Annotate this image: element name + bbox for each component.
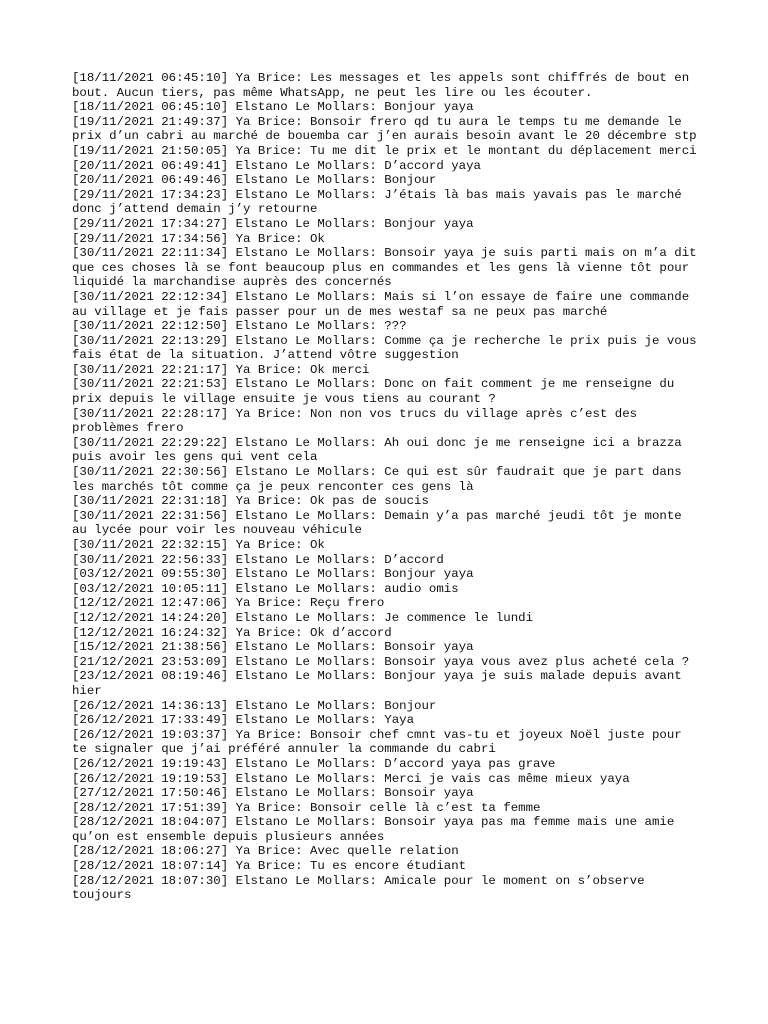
chat-message: [30/11/2021 22:29:22] Elstano Le Mollars: Ah oui donc je me renseigne ici a brazza puis avoir les gens qui vent cela: [72, 435, 690, 465]
chat-message: [29/11/2021 17:34:27] Elstano Le Mollars: Bonjour yaya: [72, 216, 474, 231]
chat-message: [29/11/2021 17:34:56] Ya Brice: Ok: [72, 231, 325, 246]
chat-message: [18/11/2021 06:45:10] Ya Brice: Les messages et les appels sont chiffrés de bout en bout. Aucun tiers, pas même WhatsApp, ne peut les lire ou les écouter.: [72, 71, 697, 100]
chat-message: [20/11/2021 06:49:41] Elstano Le Mollars: D’accord yaya: [72, 158, 481, 173]
chat-message: [27/12/2021 17:50:46] Elstano Le Mollars: Bonsoir yaya: [72, 786, 474, 801]
chat-message: [23/12/2021 08:19:46] Elstano Le Mollars: Bonjour yaya je suis malade depuis avant hier: [72, 669, 690, 698]
chat-message: [12/12/2021 12:47:06] Ya Brice: Reçu frero: [72, 596, 385, 611]
chat-message: [18/11/2021 06:45:10] Elstano Le Mollars: Bonjour yaya: [72, 100, 474, 115]
chat-message: [28/12/2021 18:04:07] Elstano Le Mollars: Bonsoir yaya pas ma femme mais une amie qu’on est ensemble depuis plusieurs années: [72, 815, 682, 844]
chat-message: [26/12/2021 14:36:13] Elstano Le Mollars: Bonjour: [72, 698, 437, 713]
chat-message: [30/11/2021 22:12:34] Elstano Le Mollars: Mais si l’on essaye de faire une commande au village et je fais passer pour un de mes westaf sa ne peux pas marché: [72, 289, 697, 319]
chat-message: [03/12/2021 10:05:11] Elstano Le Mollars: audio omis: [72, 581, 459, 596]
chat-message: [30/11/2021 22:31:56] Elstano Le Mollars: Demain y’a pas marché jeudi tôt je monte au lycée pour voir les nouveau véhicule: [72, 508, 690, 538]
chat-message: [30/11/2021 22:11:34] Elstano Le Mollars: Bonsoir yaya je suis parti mais on m’a dit que ces choses là se font beaucoup plus en commandes et les gens là vienne tôt pour liquidé la marchandise auprès des concernés: [72, 246, 705, 290]
chat-message: [30/11/2021 22:12:50] Elstano Le Mollars: ???: [72, 319, 407, 334]
chat-message: [28/12/2021 18:07:14] Ya Brice: Tu es encore étudiant: [72, 859, 467, 874]
chat-message: [21/12/2021 23:53:09] Elstano Le Mollars: Bonsoir yaya vous avez plus acheté cela ?: [72, 654, 690, 669]
chat-message: [26/12/2021 19:19:43] Elstano Le Mollars: D’accord yaya pas grave: [72, 756, 556, 771]
chat-message: [30/11/2021 22:21:17] Ya Brice: Ok merci: [72, 362, 370, 377]
chat-message: [29/11/2021 17:34:23] Elstano Le Mollars: J’étais là bas mais yavais pas le marché donc j’attend demain j’y retourne: [72, 187, 690, 217]
chat-transcript: [72, 71, 705, 903]
chat-message: [30/11/2021 22:56:33] Elstano Le Mollars: D’accord: [72, 552, 444, 567]
chat-message: [26/12/2021 19:03:37] Ya Brice: Bonsoir chef cmnt vas-tu et joyeux Noël juste pour te signaler que j’ai préféré annuler la commande du cabri: [72, 727, 690, 757]
chat-message: [26/12/2021 19:19:53] Elstano Le Mollars: Merci je vais cas même mieux yaya: [72, 771, 630, 786]
chat-message: [20/11/2021 06:49:46] Elstano Le Mollars: Bonjour: [72, 173, 437, 188]
chat-message: [19/11/2021 21:49:37] Ya Brice: Bonsoir frero qd tu aura le temps tu me demande le prix d’un cabri au marché de bouemba car j’en aurais besoin avant le 20 décembre stp: [72, 114, 697, 144]
chat-message: [26/12/2021 17:33:49] Elstano Le Mollars: Yaya: [72, 713, 415, 728]
chat-message: [15/12/2021 21:38:56] Elstano Le Mollars: Bonsoir yaya: [72, 640, 474, 655]
chat-message: [12/12/2021 14:24:20] Elstano Le Mollars: Je commence le lundi: [72, 610, 534, 625]
chat-message: [30/11/2021 22:13:29] Elstano Le Mollars: Comme ça je recherche le prix puis je vous fais état de la situation. J’attend vôtre suggestion: [72, 333, 705, 363]
chat-message: [12/12/2021 16:24:32] Ya Brice: Ok d’accord: [72, 625, 392, 640]
chat-message: [30/11/2021 22:28:17] Ya Brice: Non non vos trucs du village après c’est des problèmes frero: [72, 406, 645, 436]
chat-message: [30/11/2021 22:32:15] Ya Brice: Ok: [72, 538, 325, 552]
chat-message: [19/11/2021 21:50:05] Ya Brice: Tu me dit le prix et le montant du déplacement merci: [72, 143, 697, 158]
chat-message: [28/12/2021 17:51:39] Ya Brice: Bonsoir celle là c’est ta femme: [72, 800, 541, 815]
chat-message: [28/12/2021 18:06:27] Ya Brice: Avec quelle relation: [72, 844, 459, 859]
chat-message: [30/11/2021 22:31:18] Ya Brice: Ok pas de soucis: [72, 494, 429, 509]
chat-message: [28/12/2021 18:07:30] Elstano Le Mollars: Amicale pour le moment on s’observe toujours: [72, 873, 652, 903]
chat-message: [03/12/2021 09:55:30] Elstano Le Mollars: Bonjour yaya: [72, 567, 474, 582]
chat-message: [30/11/2021 22:30:56] Elstano Le Mollars: Ce qui est sûr faudrait que je part dans les marchés tôt comme ça je peux renconter ces gens là: [72, 465, 690, 494]
chat-message: [30/11/2021 22:21:53] Elstano Le Mollars: Donc on fait comment je me renseigne du prix depuis le village ensuite je vous tiens au courant ?: [72, 377, 682, 407]
